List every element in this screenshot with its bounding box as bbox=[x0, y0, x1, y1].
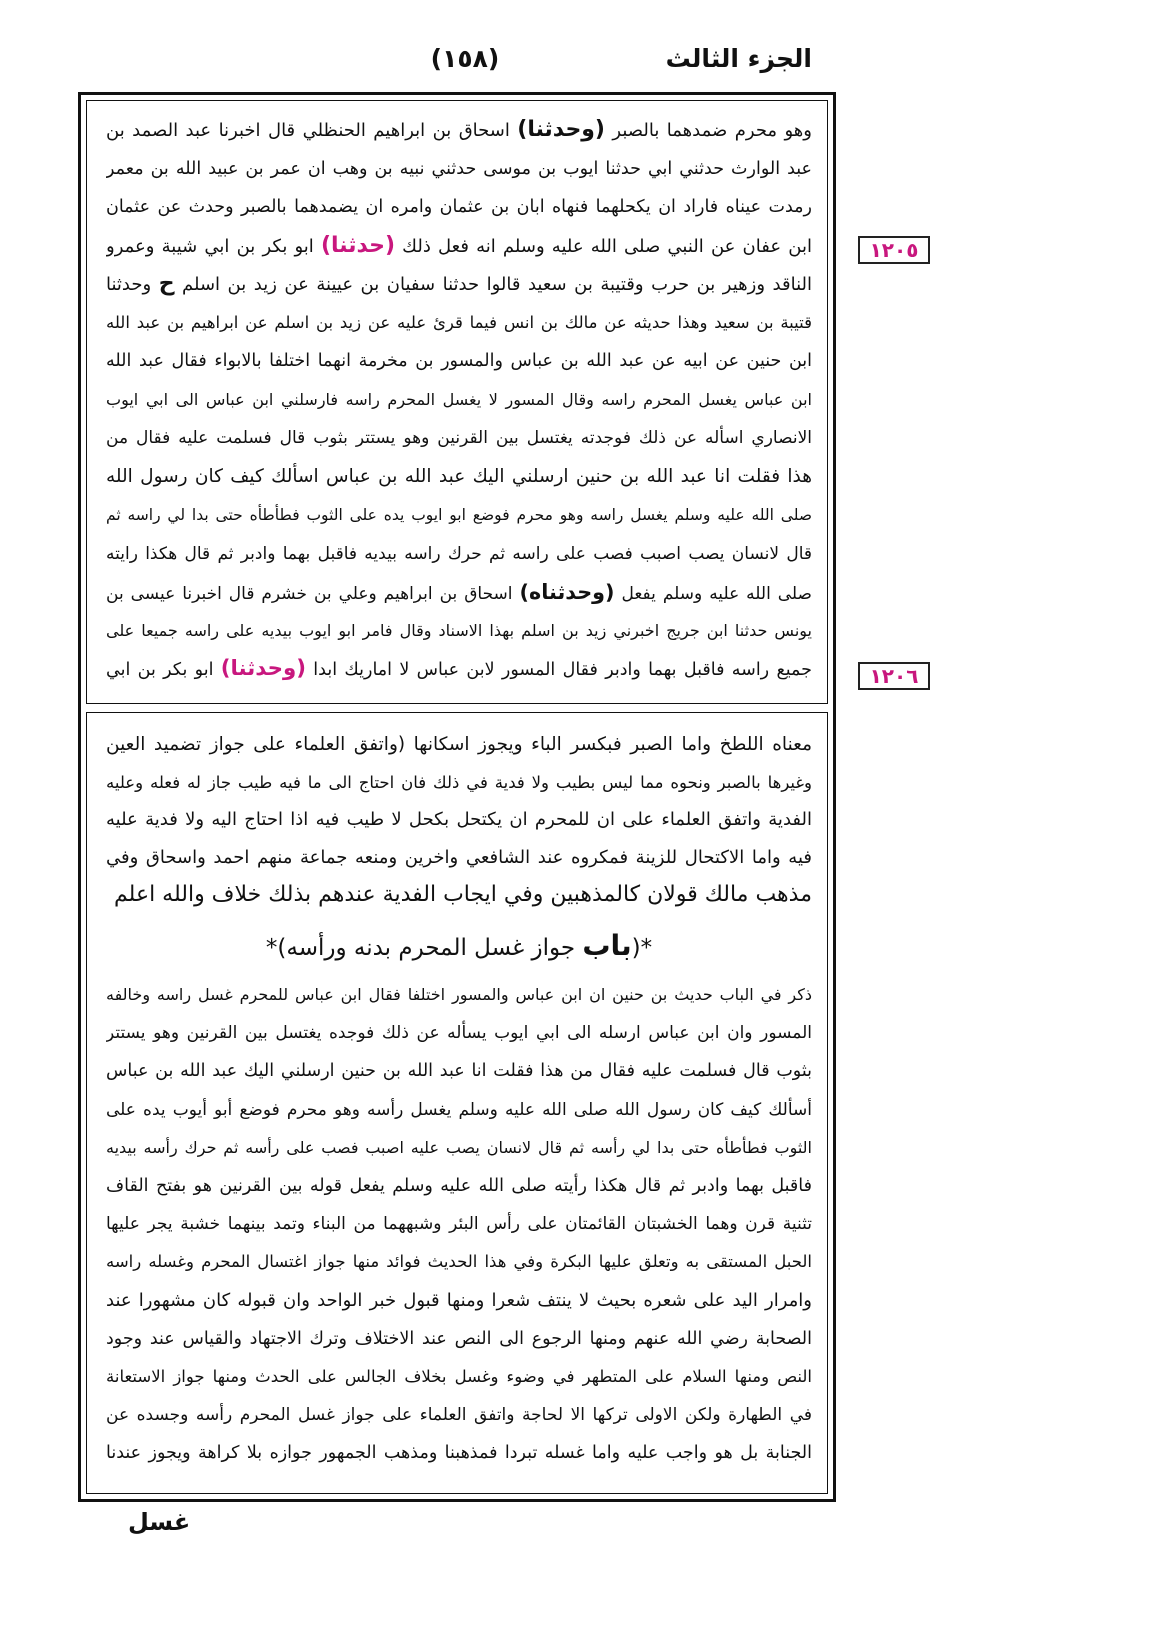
text-run: الناقد وزهير بن حرب وقتيبة بن سعيد قالوا حدثنا سفيان بن عيينة عن زيد بن اسلم bbox=[174, 274, 812, 295]
text-line: النص ومنها السلام على المتطهر في وضوء وغسل بخلاف الجالس على الحدث ومنها جواز الاستعانة bbox=[106, 1366, 812, 1386]
text-run: ابو بكر بن ابي شيبة وعمرو bbox=[106, 235, 321, 257]
volume-label: الجزء الثالث bbox=[665, 44, 812, 73]
text-line: معناه اللطخ واما الصبر فبكسر الباء ويجوز اسكانها (واتفق العلماء على جواز تضميد العين bbox=[106, 734, 812, 755]
text-line bbox=[106, 573, 812, 612]
text-line: قتيبة بن سعيد وهذا حديثه عن مالك بن انس فيما قرئ عليه عن زيد بن اسلم عن ابراهيم بن عبد الله bbox=[106, 312, 812, 332]
text-run: اسحاق بن ابراهيم الحنظلي قال اخبرنا عبد الصمد بن bbox=[106, 120, 518, 141]
text-run: اسحاق بن ابراهيم وعلي بن خشرم قال اخبرنا عيسى بن bbox=[106, 584, 520, 604]
text-line: فاقبل بهما وادبر ثم قال هكذا رأيته صلى الله عليه وسلم يفعل قوله بين القرنين هو بفتح القاف bbox=[106, 1175, 812, 1196]
text-line bbox=[106, 650, 812, 689]
text-line: يونس حدثنا ابن جريج اخبرني زيد بن اسلم بهذا الاسناد وقال فامر ابو ايوب بيديه على راسه جميعا على bbox=[106, 620, 812, 640]
text-run: صلى الله عليه وسلم يفعل bbox=[614, 584, 812, 604]
hadith-number-badge: ١٢٠٦ bbox=[858, 662, 930, 690]
emphasized-word: (وحدثنا) bbox=[517, 117, 605, 142]
emphasized-word: باب bbox=[582, 929, 632, 962]
text-run: جميع راسه فاقبل بهما وادبر فقال المسور لابن عباس لا اماريك ابدا bbox=[305, 660, 812, 680]
text-line: وغيرها بالصبر ونحوه مما ليس بطيب ولا فدية في ذلك فان احتاج الى ما فيه طيب جاز له فعله وعليه bbox=[106, 772, 812, 792]
commentary-text-part-1 bbox=[106, 726, 812, 914]
text-line: الحبل المستقى به وتعلق عليها البكرة وفي هذا الحديث فوائد منها جواز اغتسال المحرم وغسله راسه bbox=[106, 1252, 812, 1272]
text-line: الانصاري اسأله عن ذلك فوجدته يغتسل بين القرنين وهو يستتر بثوب قال فسلمت عليه فقال من bbox=[106, 428, 812, 448]
text-line: في الطهارة ولكن الاولى تركها الا لحاجة واتفق العلماء على جواز غسل المحرم رأسه وجسده عن bbox=[106, 1405, 812, 1426]
highlighted-narration-marker: (وحدثنا) bbox=[220, 656, 306, 681]
text-line bbox=[106, 265, 812, 304]
text-line: فيه واما الاكتحال للزينة فمكروه عند الشافعي واخرين ومنعه جماعة منهم احمد واسحاق وفي bbox=[106, 846, 812, 868]
commentary-text-part-2 bbox=[106, 976, 812, 1472]
text-line: بثوب قال فسلمت عليه فقال من هذا فقلت انا عبد الله بن حنين ارسلني اليك عبد الله بن عباس bbox=[106, 1061, 812, 1082]
text-line: صلى الله عليه وسلم يغسل راسه وهو محرم فوضع ابو ايوب يده على الثوب فطأطأه حتى بدا لي راسه ثم bbox=[106, 506, 812, 524]
text-line: ابن حنين عن ابيه عن عبد الله بن عباس والمسور بن مخرمة انهما اختلفا بالابواء فقال عبد الله bbox=[106, 351, 812, 371]
text-line: ذكر في الباب حديث بن حنين ان ابن عباس والمسور اختلفا فقال ابن عباس للمحرم غسل راسه وخالفه bbox=[106, 985, 812, 1004]
text-run: ابو بكر بن ابي bbox=[106, 660, 221, 680]
text-line: الصحابة رضي الله عنهم ومنها الرجوع الى النص عند الاختلاف وترك الاجتهاد والقياس عند وجود bbox=[106, 1328, 812, 1349]
hadith-text bbox=[106, 111, 812, 689]
text-line bbox=[106, 227, 812, 266]
emphasized-word: ح bbox=[158, 271, 175, 296]
text-line: الجنابة بل هو واجب عليه واما غسله تبردا فمذهبنا ومذهب الجمهور جوازه بلا كراهة ويجوز عندنا bbox=[106, 1443, 812, 1464]
text-line: هذا فقلت انا عبد الله بن حنين ارسلني اليك عبد الله بن عباس اسألك كيف كان رسول الله bbox=[106, 465, 812, 487]
text-line: المسور وان ابن عباس ارسله الى ابي ايوب يسأله عن ذلك فوجده يغتسل بين القرنين وهو يستتر bbox=[106, 1023, 812, 1044]
text-run: ابن عفان عن النبي صلى الله عليه وسلم انه فعل ذلك bbox=[395, 235, 812, 257]
text-line bbox=[106, 916, 812, 976]
page-number: (١٥٨) bbox=[430, 44, 500, 73]
text-line: ابن عباس يغسل المحرم راسه وقال المسور لا يغسل المحرم راسه فارسلني ابن عباس الى ابي ايوب bbox=[106, 389, 812, 409]
highlighted-narration-marker: (حدثنا) bbox=[320, 232, 396, 258]
catchword: غسل bbox=[128, 1508, 191, 1536]
text-line: مذهب مالك قولان كالمذهبين وفي ايجاب الفدية عندهم بذلك خلاف والله اعلم bbox=[114, 882, 812, 907]
text-run: وحدثنا bbox=[106, 274, 159, 295]
chapter-heading bbox=[106, 916, 812, 976]
text-line bbox=[106, 111, 812, 150]
text-line: الفدية واتفق العلماء على ان للمحرم ان يكتحل بكحل لا طيب فيه اذا احتاج اليه ولا فدية عليه bbox=[106, 809, 812, 830]
text-line: قال لانسان يصب اصبب فصب على راسه ثم حرك راسه بيديه فاقبل بهما وادبر ثم قال هكذا رايته bbox=[106, 543, 812, 564]
text-line: تثنية قرن وهما الخشبتان القائمتان على رأس البئر وشبههما من البناء وتمد بينهما خشبة يجر عليها bbox=[106, 1214, 812, 1235]
hadith-number-badge: ١٢٠٥ bbox=[858, 236, 930, 264]
text-line: وامرار اليد على شعره بحيث لا ينتف شعرا ومنها قبول خبر الواحد وان قبوله كان مشهورا عند bbox=[106, 1289, 812, 1311]
text-run: وهو محرم ضمدهما بالصبر bbox=[604, 120, 812, 141]
text-run: *( bbox=[631, 935, 653, 961]
text-line: الثوب فطأطأه حتى بدا لي رأسه ثم قال لانسان يصب عليه اصبب فصب على رأسه ثم حرك رأسه بيديه bbox=[106, 1137, 812, 1157]
text-line: أسألك كيف كان رسول الله صلى الله عليه وسلم يغسل رأسه وهو محرم فوضع أبو أيوب يده على bbox=[106, 1099, 812, 1120]
text-run: جواز غسل المحرم بدنه ورأسه)* bbox=[265, 935, 583, 961]
text-line: عبد الوارث حدثني ابي حدثنا ايوب بن موسى حدثني نبيه بن وهب ان عمر بن عبيد الله بن معمر bbox=[106, 158, 812, 179]
emphasized-word: (وحدثناه) bbox=[519, 580, 615, 604]
text-line: رمدت عيناه فاراد ان يكحلهما فنهاه ابان بن عثمان وامره ان يضمدهما بالصبر وحدث عن عثمان bbox=[106, 197, 812, 217]
